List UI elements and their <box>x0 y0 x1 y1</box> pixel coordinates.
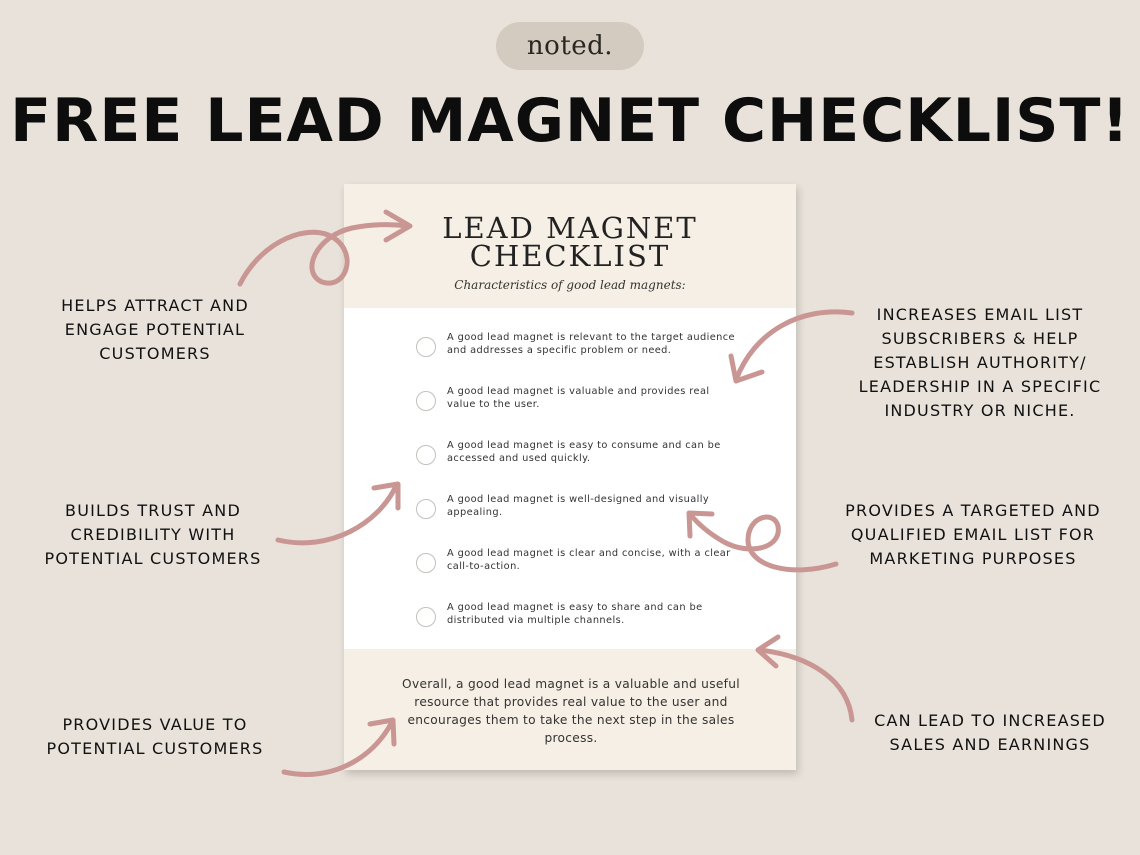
checklist-item <box>416 493 736 533</box>
checklist-item <box>416 547 736 587</box>
callout-provides-value <box>30 713 280 761</box>
checklist-item <box>416 331 736 371</box>
checkbox-circle-icon <box>416 607 436 627</box>
callout-line: QUALIFIED EMAIL LIST FOR <box>850 525 1096 544</box>
callout-attract-engage <box>40 294 270 366</box>
checklist-item <box>416 601 736 641</box>
brand-logo-text: noted. <box>526 31 614 61</box>
callout-line: POTENTIAL CUSTOMERS <box>46 739 264 758</box>
checkbox-circle-icon <box>416 499 436 519</box>
sheet-title-line-1: LEAD MAGNET <box>442 211 698 245</box>
page-title: FREE LEAD MAGNET CHECKLIST! <box>10 86 1130 156</box>
callout-line: CAN LEAD TO INCREASED <box>874 711 1106 730</box>
checkbox-circle-icon <box>416 445 436 465</box>
sheet-subtitle: Characteristics of good lead magnets: <box>454 278 686 292</box>
sheet-footer-text: Overall, a good lead magnet is a valuable and useful resource that provides real value to the user and encourages them to take the next step in the sales process. <box>402 677 740 745</box>
checklist-sheet <box>344 184 796 770</box>
checklist-item <box>416 439 736 479</box>
sheet-title <box>344 211 796 273</box>
callout-line: ENGAGE POTENTIAL <box>64 320 246 339</box>
sheet-title-line-2: CHECKLIST <box>469 239 671 273</box>
callout-line: HELPS ATTRACT AND <box>61 296 249 315</box>
callout-line: INCREASES EMAIL LIST <box>876 305 1084 324</box>
callout-line: CREDIBILITY WITH <box>70 525 236 544</box>
callout-trust-credibility <box>28 499 278 571</box>
checklist-item-text: A good lead magnet is clear and concise, with a clear call-to-action. <box>447 548 731 572</box>
callout-line: CUSTOMERS <box>99 344 211 363</box>
checkbox-circle-icon <box>416 391 436 411</box>
callout-line: INDUSTRY OR NICHE. <box>884 401 1076 420</box>
brand-logo <box>496 22 644 70</box>
callout-targeted-email-list <box>826 499 1120 571</box>
callout-line: PROVIDES A TARGETED AND <box>845 501 1101 520</box>
callout-line: PROVIDES VALUE TO <box>62 715 248 734</box>
callout-email-subscribers <box>838 303 1122 423</box>
callout-line: LEADERSHIP IN A SPECIFIC <box>858 377 1102 396</box>
checklist-item <box>416 385 736 425</box>
callout-line: POTENTIAL CUSTOMERS <box>44 549 262 568</box>
checklist-item-text: A good lead magnet is relevant to the target audience and addresses a specific problem or need. <box>447 332 735 356</box>
callout-sales-earnings <box>858 709 1122 757</box>
sheet-header <box>344 184 796 308</box>
checklist-item-text: A good lead magnet is easy to share and can be distributed via multiple channels. <box>447 602 703 626</box>
callout-line: SALES AND EARNINGS <box>889 735 1091 754</box>
checklist-item-text: A good lead magnet is well-designed and visually appealing. <box>447 494 710 518</box>
callout-line: MARKETING PURPOSES <box>869 549 1077 568</box>
callout-line: SUBSCRIBERS & HELP <box>881 329 1079 348</box>
checklist-item-text: A good lead magnet is easy to consume and can be accessed and used quickly. <box>447 440 721 464</box>
sheet-footer <box>344 649 796 770</box>
checkbox-circle-icon <box>416 553 436 573</box>
callout-line: BUILDS TRUST AND <box>65 501 241 520</box>
checklist-item-text: A good lead magnet is valuable and provides real value to the user. <box>447 386 710 410</box>
checkbox-circle-icon <box>416 337 436 357</box>
callout-line: ESTABLISH AUTHORITY/ <box>873 353 1087 372</box>
